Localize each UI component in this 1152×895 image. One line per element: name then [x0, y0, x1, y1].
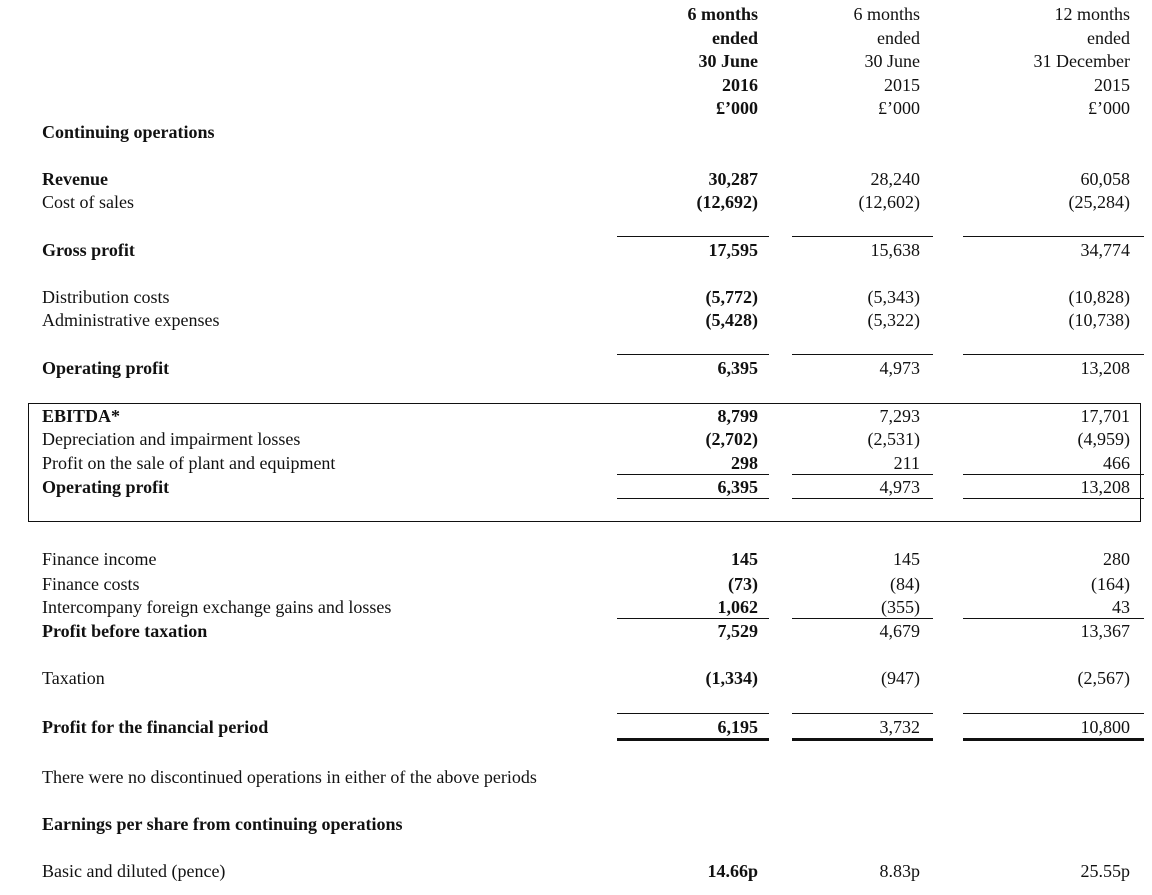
distribution-costs-2015-fy: (10,828)	[1068, 287, 1130, 307]
note-discontinued: There were no discontinued operations in either of the above periods	[42, 767, 537, 787]
row-label-profit-sale-plant: Profit on the sale of plant and equipment	[42, 453, 336, 473]
operating-profit-box-2015-fy: 13,208	[1080, 477, 1130, 497]
profit-before-tax-2015-h1: 4,679	[879, 621, 920, 641]
profit-sale-plant-2016: 298	[731, 453, 758, 473]
header-col-1-line: 6 months	[687, 4, 758, 24]
profit-before-tax-2016: 7,529	[717, 621, 758, 641]
finance-costs-2015-fy: (164)	[1091, 574, 1130, 594]
header-col-1	[687, 3, 758, 121]
header-col-2-line: 6 months	[853, 4, 920, 24]
row-label-operating-profit-box: Operating profit	[42, 477, 170, 497]
section-title: Continuing operations	[42, 122, 215, 142]
rule-box-bottom-3	[963, 498, 1144, 499]
fx-gains-2015-fy: 43	[1112, 597, 1130, 617]
rule-box-operating-3	[963, 474, 1144, 475]
taxation-2016: (1,334)	[705, 668, 758, 688]
cost-of-sales-2016: (12,692)	[696, 192, 758, 212]
double-rule-3	[963, 738, 1144, 741]
rule-profit-period-1	[617, 713, 769, 714]
rule-box-operating-1	[617, 474, 769, 475]
rule-gross-profit-1	[617, 236, 769, 237]
depreciation-2016: (2,702)	[705, 429, 758, 449]
finance-costs-2016: (73)	[728, 574, 758, 594]
ebitda-2015-h1: 7,293	[879, 406, 920, 426]
rule-box-bottom-2	[792, 498, 933, 499]
depreciation-2015-h1: (2,531)	[867, 429, 920, 449]
eps-basic-2016: 14.66p	[707, 861, 758, 881]
row-label-finance-income: Finance income	[42, 549, 157, 569]
gross-profit-2015-h1: 15,638	[870, 240, 920, 260]
header-col-2-line: ended	[877, 27, 920, 48]
rule-box-bottom-1	[617, 498, 769, 499]
profit-period-2016: 6,195	[717, 717, 758, 737]
row-label-fx-gains: Intercompany foreign exchange gains and losses	[42, 597, 392, 617]
taxation-2015-fy: (2,567)	[1077, 668, 1130, 688]
finance-income-2015-h1: 145	[893, 549, 920, 569]
row-label-profit-before-tax: Profit before taxation	[42, 621, 208, 641]
row-label-eps-basic: Basic and diluted (pence)	[42, 861, 226, 881]
operating-profit-2015-h1: 4,973	[879, 358, 920, 378]
profit-sale-plant-2015-fy: 466	[1103, 453, 1130, 473]
row-label-revenue: Revenue	[42, 169, 108, 189]
header-col-3-line: 2015	[1094, 74, 1130, 95]
rule-box-operating-2	[792, 474, 933, 475]
header-col-3-line: ended	[1087, 27, 1130, 48]
revenue-2015-fy: 60,058	[1080, 169, 1130, 189]
admin-expenses-2015-h1: (5,322)	[867, 310, 920, 330]
header-col-1-line: ended	[711, 27, 758, 48]
rule-profit-period-2	[792, 713, 933, 714]
row-label-operating-profit: Operating profit	[42, 358, 170, 378]
profit-sale-plant-2015-h1: 211	[893, 453, 920, 473]
profit-period-2015-h1: 3,732	[879, 717, 920, 737]
distribution-costs-2016: (5,772)	[705, 287, 758, 307]
rule-pbt-1	[617, 618, 769, 619]
rule-operating-profit-1	[617, 354, 769, 355]
ebitda-2016: 8,799	[717, 406, 758, 426]
fx-gains-2016: 1,062	[717, 597, 758, 617]
operating-profit-box-2016: 6,395	[717, 477, 758, 497]
header-col-1-line: 2016	[722, 74, 758, 95]
operating-profit-2016: 6,395	[717, 358, 758, 378]
rule-pbt-3	[963, 618, 1144, 619]
eps-basic-2015-fy: 25.55p	[1080, 861, 1130, 881]
profit-before-tax-2015-fy: 13,367	[1080, 621, 1130, 641]
eps-basic-2015-h1: 8.83p	[879, 861, 920, 881]
rule-operating-profit-3	[963, 354, 1144, 355]
finance-income-2016: 145	[731, 549, 758, 569]
row-label-admin-expenses: Administrative expenses	[42, 310, 220, 330]
header-col-1-line: £’000	[716, 98, 758, 118]
row-label-profit-period: Profit for the financial period	[42, 717, 269, 737]
operating-profit-box-2015-h1: 4,973	[879, 477, 920, 497]
header-col-2	[853, 3, 920, 121]
row-label-taxation: Taxation	[42, 668, 105, 688]
row-label-gross-profit: Gross profit	[42, 240, 135, 260]
rule-pbt-2	[792, 618, 933, 619]
header-col-3-line: 31 December	[1033, 51, 1130, 71]
eps-title: Earnings per share from continuing operations	[42, 814, 403, 834]
rule-profit-period-3	[963, 713, 1144, 714]
admin-expenses-2015-fy: (10,738)	[1068, 310, 1130, 330]
row-label-distribution-costs: Distribution costs	[42, 287, 170, 307]
double-rule-1	[617, 738, 769, 741]
rule-gross-profit-3	[963, 236, 1144, 237]
header-col-2-line: 30 June	[864, 51, 920, 71]
finance-costs-2015-h1: (84)	[890, 574, 920, 594]
row-label-cost-of-sales: Cost of sales	[42, 192, 134, 212]
double-rule-2	[792, 738, 933, 741]
gross-profit-2015-fy: 34,774	[1080, 240, 1130, 260]
revenue-2016: 30,287	[708, 169, 758, 189]
header-col-2-line: £’000	[878, 98, 920, 118]
gross-profit-2016: 17,595	[708, 240, 758, 260]
header-col-3-line: £’000	[1088, 98, 1130, 118]
revenue-2015-h1: 28,240	[870, 169, 920, 189]
header-col-2-line: 2015	[884, 74, 920, 95]
row-label-depreciation: Depreciation and impairment losses	[42, 429, 301, 449]
operating-profit-2015-fy: 13,208	[1080, 358, 1130, 378]
finance-income-2015-fy: 280	[1103, 549, 1130, 569]
ebitda-2015-fy: 17,701	[1080, 406, 1130, 426]
header-col-1-line: 30 June	[698, 51, 758, 71]
profit-period-2015-fy: 10,800	[1080, 717, 1130, 737]
distribution-costs-2015-h1: (5,343)	[867, 287, 920, 307]
fx-gains-2015-h1: (355)	[881, 597, 920, 617]
rule-gross-profit-2	[792, 236, 933, 237]
header-col-3	[1034, 3, 1130, 121]
row-label-ebitda: EBITDA*	[42, 406, 121, 426]
rule-operating-profit-2	[792, 354, 933, 355]
taxation-2015-h1: (947)	[881, 668, 920, 688]
depreciation-2015-fy: (4,959)	[1077, 429, 1130, 449]
admin-expenses-2016: (5,428)	[705, 310, 758, 330]
cost-of-sales-2015-fy: (25,284)	[1068, 192, 1130, 212]
header-col-3-line: 12 months	[1054, 4, 1130, 24]
row-label-finance-costs: Finance costs	[42, 574, 140, 594]
cost-of-sales-2015-h1: (12,602)	[858, 192, 920, 212]
